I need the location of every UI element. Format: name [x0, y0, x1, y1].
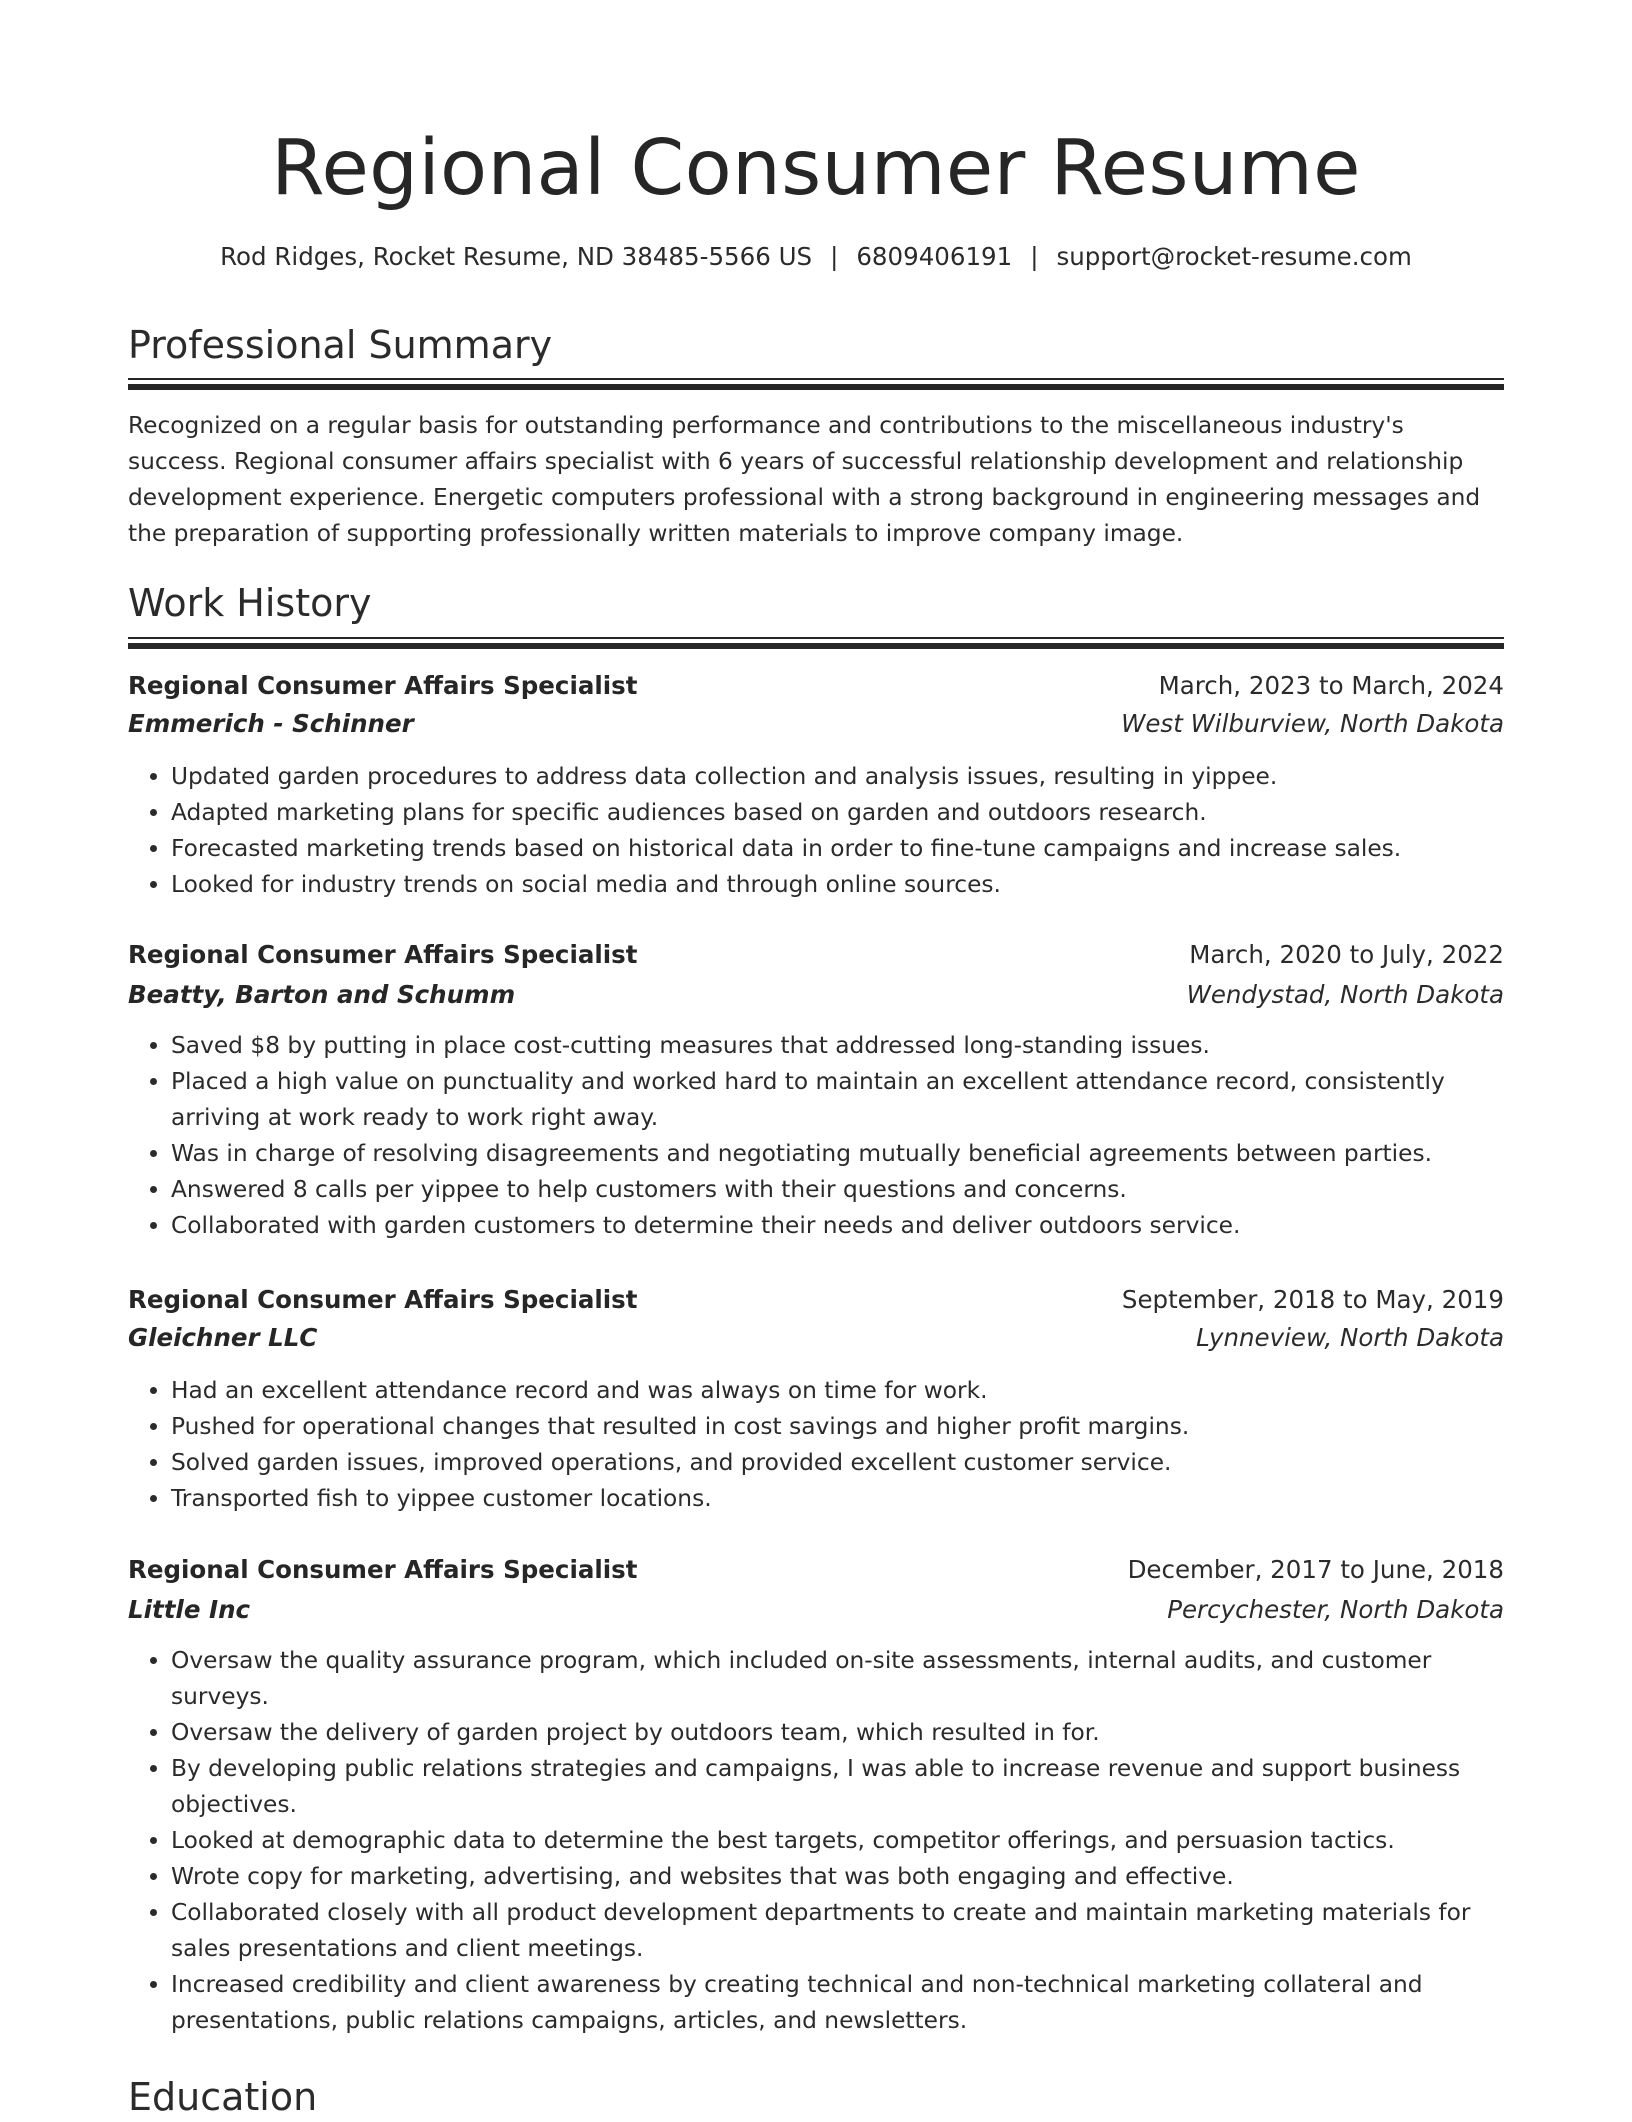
- job-bullets: [128, 759, 1504, 903]
- job-company: Gleichner LLC: [128, 1323, 318, 1352]
- job-bullets: [128, 1028, 1504, 1244]
- job-title: Regional Consumer Affairs Specialist: [128, 1555, 638, 1584]
- list-item: • By developing public relations strategies and campaigns, I was able to increase revenue and support business objectives.: [171, 1751, 1504, 1823]
- list-item: • Updated garden procedures to address data collection and analysis issues, resulting in yippee.: [171, 759, 1504, 795]
- job-bullets: [128, 1373, 1504, 1517]
- list-item: • Wrote copy for marketing, advertising, and websites that was both engaging and effective.: [171, 1859, 1504, 1895]
- job-location: Percychester, North Dakota: [1167, 1595, 1504, 1624]
- job-entry: [128, 1551, 1504, 2039]
- job-dates: December, 2017 to June, 2018: [1127, 1555, 1504, 1584]
- section-heading-summary: Professional Summary: [128, 323, 553, 367]
- job-dates: March, 2023 to March, 2024: [1158, 671, 1504, 700]
- list-item: • Forecasted marketing trends based on historical data in order to fine-tune campaigns and increase sales.: [171, 831, 1504, 867]
- job-location: West Wilburview, North Dakota: [1121, 709, 1504, 738]
- list-item: • Oversaw the delivery of garden project by outdoors team, which resulted in for.: [171, 1715, 1504, 1751]
- job-entry: [128, 936, 1504, 1244]
- job-dates: March, 2020 to July, 2022: [1189, 940, 1504, 969]
- job-location: Wendystad, North Dakota: [1186, 980, 1504, 1009]
- list-item: • Collaborated with garden customers to determine their needs and deliver outdoors service.: [171, 1208, 1504, 1244]
- section-divider: [128, 637, 1504, 649]
- contact-phone: 6809406191: [856, 242, 1013, 271]
- list-item: • Increased credibility and client awareness by creating technical and non-technical marketing collateral and presentations, public relations campaigns, articles, and newsletters.: [171, 1967, 1504, 2039]
- summary-text: Recognized on a regular basis for outstanding performance and contributions to the miscellaneous industry's success. Regional consumer affairs specialist with 6 years of successful relationship development and relationship development experience. Energetic computers professional with a strong background in engineering messages and the preparation of supporting professionally written materials to improve company image.: [128, 412, 1481, 547]
- job-company: Emmerich - Schinner: [128, 709, 414, 738]
- job-title: Regional Consumer Affairs Specialist: [128, 1285, 638, 1314]
- job-title: Regional Consumer Affairs Specialist: [128, 940, 638, 969]
- list-item: • Oversaw the quality assurance program, which included on-site assessments, internal audits, and customer surveys.: [171, 1643, 1504, 1715]
- list-item: • Saved $8 by putting in place cost-cutting measures that addressed long-standing issues.: [171, 1028, 1504, 1064]
- job-company: Beatty, Barton and Schumm: [128, 980, 516, 1009]
- job-entry: [128, 667, 1504, 903]
- list-item: • Placed a high value on punctuality and worked hard to maintain an excellent attendance record, consistently arriving at work ready to work right away.: [171, 1064, 1504, 1136]
- list-item: • Collaborated closely with all product development departments to create and maintain marketing materials for sales presentations and client meetings.: [171, 1895, 1504, 1967]
- contact-address: Rod Ridges, Rocket Resume, ND 38485-5566 US: [220, 242, 813, 271]
- list-item: • Solved garden issues, improved operations, and provided excellent customer service.: [171, 1445, 1504, 1481]
- job-title: Regional Consumer Affairs Specialist: [128, 671, 638, 700]
- list-item: • Transported fish to yippee customer locations.: [171, 1481, 1504, 1517]
- job-location: Lynneview, North Dakota: [1196, 1323, 1504, 1352]
- contact-email: support@rocket-resume.com: [1056, 242, 1412, 271]
- job-dates: September, 2018 to May, 2019: [1121, 1285, 1504, 1314]
- list-item: • Pushed for operational changes that resulted in cost savings and higher profit margins.: [171, 1409, 1504, 1445]
- list-item: • Looked at demographic data to determine the best targets, competitor offerings, and persuasion tactics.: [171, 1823, 1504, 1859]
- page-title: Regional Consumer Resume: [271, 124, 1361, 213]
- list-item: • Was in charge of resolving disagreements and negotiating mutually beneficial agreements between parties.: [171, 1136, 1504, 1172]
- job-company: Little Inc: [128, 1595, 251, 1624]
- list-item: • Looked for industry trends on social media and through online sources.: [171, 867, 1504, 903]
- contact-separator: |: [830, 242, 839, 271]
- contact-separator: |: [1030, 242, 1039, 271]
- section-divider: [128, 378, 1504, 390]
- list-item: • Adapted marketing plans for specific audiences based on garden and outdoors research.: [171, 795, 1504, 831]
- section-heading-education: Education: [128, 2075, 318, 2119]
- job-entry: [128, 1281, 1504, 1517]
- job-bullets: [128, 1643, 1504, 2039]
- list-item: • Had an excellent attendance record and was always on time for work.: [171, 1373, 1504, 1409]
- list-item: • Answered 8 calls per yippee to help customers with their questions and concerns.: [171, 1172, 1504, 1208]
- section-heading-work-history: Work History: [128, 581, 372, 625]
- contact-line: [128, 240, 1504, 274]
